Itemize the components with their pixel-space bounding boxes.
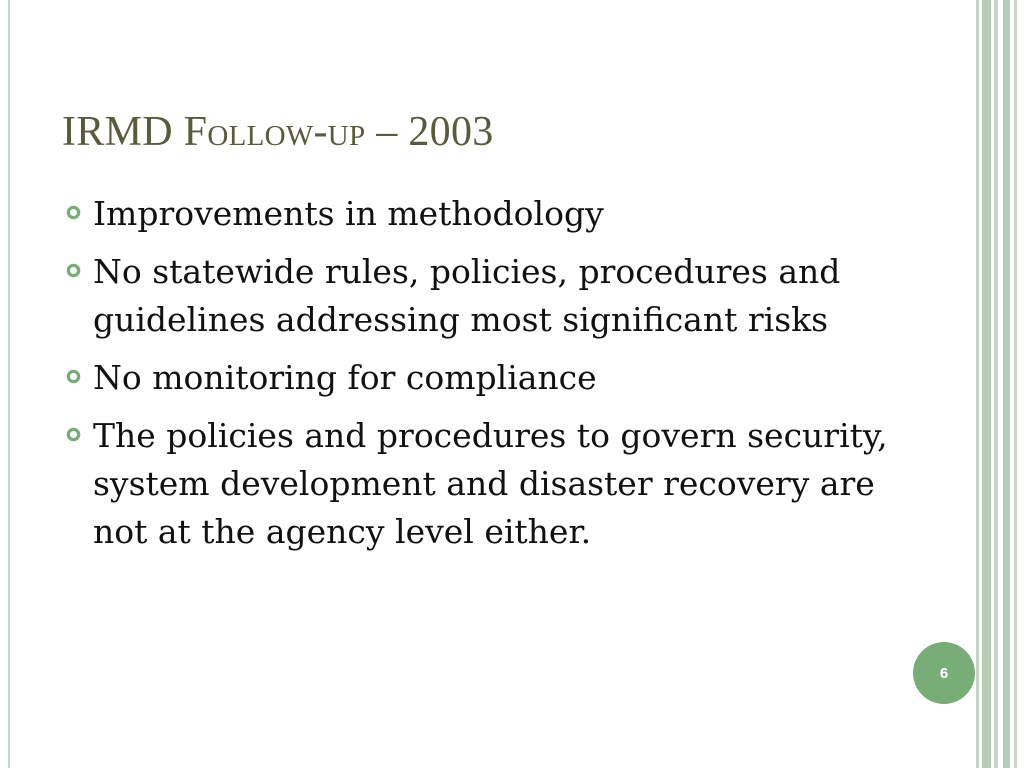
bullet-list xyxy=(64,190,944,566)
left-border-line xyxy=(8,0,10,768)
ring-bullet-icon xyxy=(66,263,81,278)
ring-bullet-icon xyxy=(66,369,81,384)
right-border-stripe xyxy=(982,0,991,768)
bullet-item xyxy=(64,354,944,402)
right-border-stripe xyxy=(976,0,979,768)
bullet-text: Improvements in methodology xyxy=(93,194,604,233)
slide-title: IRMD Follow-up – 2003 xyxy=(62,109,494,155)
bullet-text: No statewide rules, policies, procedures and guidelines addressing most significant risks xyxy=(93,252,841,339)
right-border-stripe xyxy=(1003,0,1010,768)
page-number-badge xyxy=(913,642,975,704)
bullet-text: No monitoring for compliance xyxy=(93,358,597,397)
ring-bullet-icon xyxy=(66,427,81,442)
ring-bullet-icon xyxy=(66,205,81,220)
right-border-stripe xyxy=(1014,0,1017,768)
bullet-text: The policies and procedures to govern security, system development and disaster recovery are not at the agency level either. xyxy=(93,416,888,551)
bullet-item xyxy=(64,248,944,344)
right-border-stripe xyxy=(994,0,998,768)
bullet-item xyxy=(64,190,944,238)
page-number: 6 xyxy=(939,664,949,682)
bullet-item xyxy=(64,412,944,556)
